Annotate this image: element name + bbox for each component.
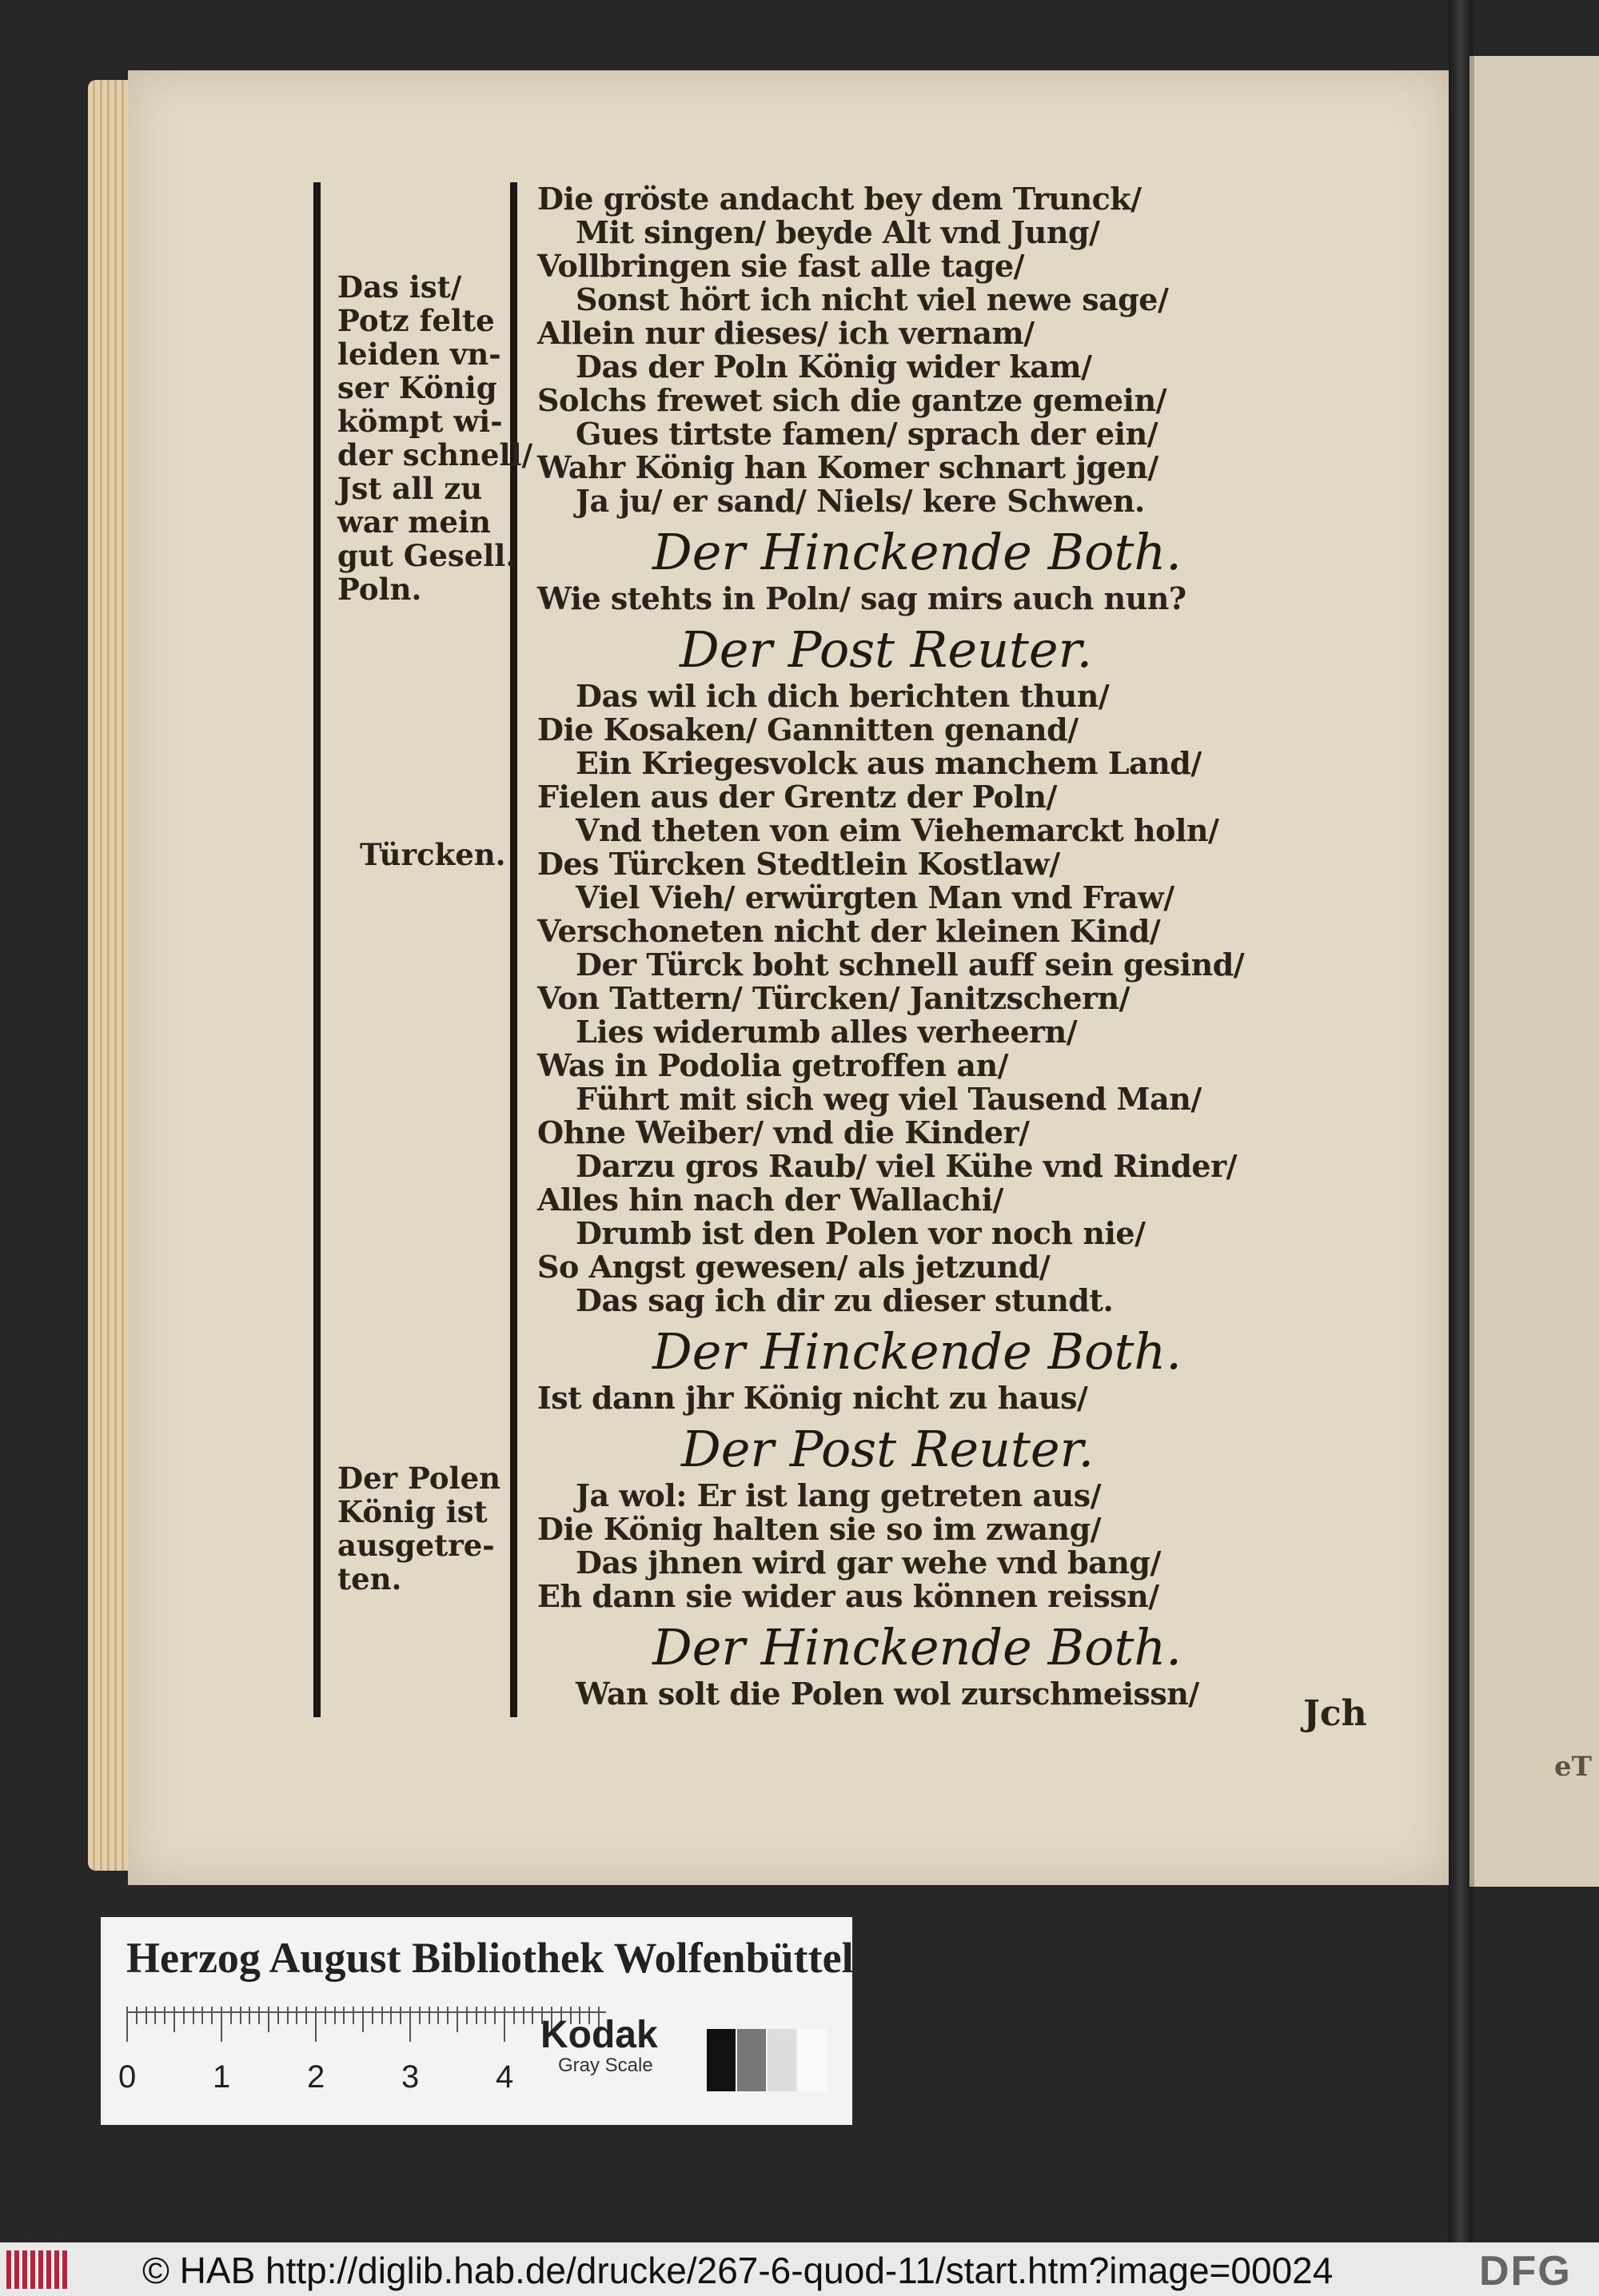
verse-line: Solchs frewet sich die gantze gemein/ — [537, 382, 1166, 418]
ruler — [126, 2011, 606, 2013]
verse-line: Wan solt die Polen wol zurschmeissn/ — [576, 1676, 1199, 1712]
verse-line: Gues tirtste famen/ sprach der ein/ — [576, 416, 1158, 452]
verse-line: Die gröste andacht bey dem Trunck/ — [537, 181, 1142, 217]
verse-line: Fielen aus der Grentz der Poln/ — [537, 779, 1057, 815]
verse-line: Mit singen/ beyde Alt vnd Jung/ — [576, 214, 1100, 250]
verse-line: Ohne Weiber/ vnd die Kinder/ — [537, 1114, 1030, 1150]
ruler-number: 2 — [307, 2059, 325, 2095]
verse-line: Ja wol: Er ist lang getreten aus/ — [576, 1477, 1101, 1513]
book-page — [128, 70, 1449, 1885]
ruler-tick — [211, 2007, 213, 2024]
ruler-tick — [362, 2007, 364, 2032]
ruler-tick — [277, 2007, 279, 2024]
ruler-tick — [193, 2007, 194, 2024]
ruler-tick — [372, 2007, 373, 2024]
ruler-tick — [258, 2007, 260, 2024]
verse-line: So Angst gewesen/ als jetzund/ — [537, 1249, 1051, 1285]
ruler-number: 3 — [401, 2059, 420, 2095]
speaker-heading: Der Hinckende Both. — [652, 523, 1182, 581]
ruler-tick — [296, 2007, 297, 2024]
ruler-tick — [249, 2007, 250, 2024]
ruler-tick — [494, 2007, 496, 2024]
verse-line: Des Türcken Stedtlein Kostlaw/ — [537, 846, 1060, 882]
ruler-tick — [429, 2007, 430, 2024]
ruler-tick — [268, 2007, 269, 2032]
verse-line: Drumb ist den Polen vor noch nie/ — [576, 1215, 1146, 1251]
margin-note: Der Polen König ist ausgetre- ten. — [337, 1461, 501, 1596]
ruler-tick — [523, 2007, 524, 2024]
credit-link[interactable]: © HAB http://diglib.hab.de/drucke/267-6-quod-11/start.htm?image=00024 — [142, 2250, 1334, 2291]
ruler-tick — [353, 2007, 354, 2024]
ruler-tick — [484, 2007, 486, 2024]
verse-line: Lies widerumb alles verheern/ — [576, 1014, 1078, 1050]
ruler-tick — [437, 2007, 439, 2024]
ruler-tick — [381, 2007, 383, 2024]
verse-line: Von Tattern/ Türcken/ Janitzschern/ — [537, 980, 1130, 1016]
ruler-number: 4 — [496, 2059, 514, 2095]
ruler-tick — [201, 2007, 203, 2024]
gray-swatch-black — [707, 2029, 736, 2091]
gray-swatch-mid — [737, 2029, 766, 2091]
ruler-tick — [173, 2007, 175, 2032]
ruler-tick — [476, 2007, 477, 2024]
ruler-tick — [532, 2007, 533, 2024]
ruler-tick — [126, 2007, 128, 2042]
ruler-tick — [325, 2007, 326, 2024]
ruler-tick — [457, 2007, 458, 2032]
speaker-heading: Der Hinckende Both. — [652, 1618, 1182, 1676]
verse-line: Das sag ich dir zu dieser stundt. — [576, 1282, 1114, 1318]
verse-line: Führt mit sich weg viel Tausend Man/ — [576, 1081, 1202, 1117]
ruler-tick — [154, 2007, 156, 2024]
ruler-tick — [343, 2007, 345, 2024]
ruler-tick — [287, 2007, 289, 2024]
ruler-tick — [183, 2007, 185, 2024]
color-target-card — [101, 1917, 852, 2125]
ruler-tick — [315, 2007, 317, 2042]
verse-line: Ist dann jhr König nicht zu haus/ — [537, 1380, 1088, 1416]
ruler-tick — [240, 2007, 241, 2024]
ruler-number: 1 — [213, 2059, 231, 2095]
catchword: Jch — [1303, 1693, 1367, 1734]
verse-line: Allein nur dieses/ ich vernam/ — [537, 315, 1035, 351]
speaker-heading: Der Post Reuter. — [680, 620, 1093, 679]
verse-line: Die Kosaken/ Gannitten genand/ — [537, 712, 1079, 747]
facing-page — [1469, 56, 1599, 1887]
ruler-tick — [419, 2007, 421, 2024]
ruler-tick — [334, 2007, 336, 2024]
barcode-icon — [6, 2250, 70, 2289]
verse-line: Wie stehts in Poln/ sag mirs auch nun? — [537, 580, 1186, 616]
verse-line: Viel Vieh/ erwürgten Man vnd Fraw/ — [576, 879, 1174, 915]
ruler-tick — [504, 2007, 505, 2042]
facing-page-text: eT — [1554, 1751, 1592, 1783]
ruler-tick — [513, 2007, 515, 2024]
ruler-tick — [146, 2007, 147, 2024]
verse-line: Sonst hört ich nicht viel newe sage/ — [576, 281, 1169, 317]
verse-line: Der Türck boht schnell auff sein gesind/ — [576, 947, 1245, 983]
footer-bar — [0, 2242, 1599, 2296]
speaker-heading: Der Hinckende Both. — [652, 1322, 1182, 1381]
ruler-tick — [390, 2007, 392, 2024]
margin-rule-left — [313, 182, 321, 1717]
margin-note: Türcken. — [360, 837, 506, 872]
verse-line: Die König halten sie so im zwang/ — [537, 1511, 1102, 1547]
verse-line: Das wil ich dich berichten thun/ — [576, 678, 1110, 714]
verse-line: Verschoneten nicht der kleinen Kind/ — [537, 913, 1161, 949]
ruler-tick — [164, 2007, 165, 2024]
ruler-tick — [466, 2007, 468, 2024]
margin-note: Das ist/ Potz felte leiden vn- ser König kömpt wi- der schnell/ Jst all zu war mein gut Gesell. Poln. — [337, 269, 533, 607]
kodak-logo: Kodak — [540, 2014, 658, 2056]
verse-line: Vollbringen sie fast alle tage/ — [537, 248, 1025, 284]
speaker-heading: Der Post Reuter. — [681, 1420, 1095, 1478]
verse-line: Was in Podolia getroffen an/ — [537, 1047, 1008, 1083]
ruler-number: 0 — [118, 2059, 137, 2095]
verse-line: Das jhnen wird gar wehe vnd bang/ — [576, 1545, 1161, 1580]
verse-line: Ja ju/ er sand/ Niels/ kere Schwen. — [576, 483, 1145, 519]
ruler-tick — [230, 2007, 232, 2024]
library-name: Herzog August Bibliothek Wolfenbüttel — [126, 1934, 854, 1982]
verse-line: Eh dann sie wider aus können reissn/ — [537, 1578, 1159, 1614]
ruler-tick — [221, 2007, 222, 2042]
verse-line: Das der Poln König wider kam/ — [576, 349, 1092, 385]
ruler-tick — [305, 2007, 307, 2024]
ruler-tick — [409, 2007, 411, 2042]
gray-swatch-light — [768, 2029, 796, 2091]
ruler-tick — [136, 2007, 138, 2024]
verse-line: Vnd theten von eim Viehemarckt holn/ — [576, 812, 1219, 848]
dfg-logo: DFG — [1479, 2248, 1572, 2294]
verse-line: Alles hin nach der Wallachi/ — [537, 1182, 1003, 1218]
verse-line: Wahr König han Komer schnart jgen/ — [537, 449, 1158, 485]
ruler-tick — [400, 2007, 401, 2024]
verse-line: Darzu gros Raub/ viel Kühe vnd Rinder/ — [576, 1148, 1237, 1184]
gray-swatch-white — [798, 2029, 827, 2091]
verse-line: Ein Kriegesvolck aus manchem Land/ — [576, 745, 1202, 781]
gray-scale-label: Gray Scale — [558, 2055, 653, 2076]
ruler-tick — [447, 2007, 449, 2024]
